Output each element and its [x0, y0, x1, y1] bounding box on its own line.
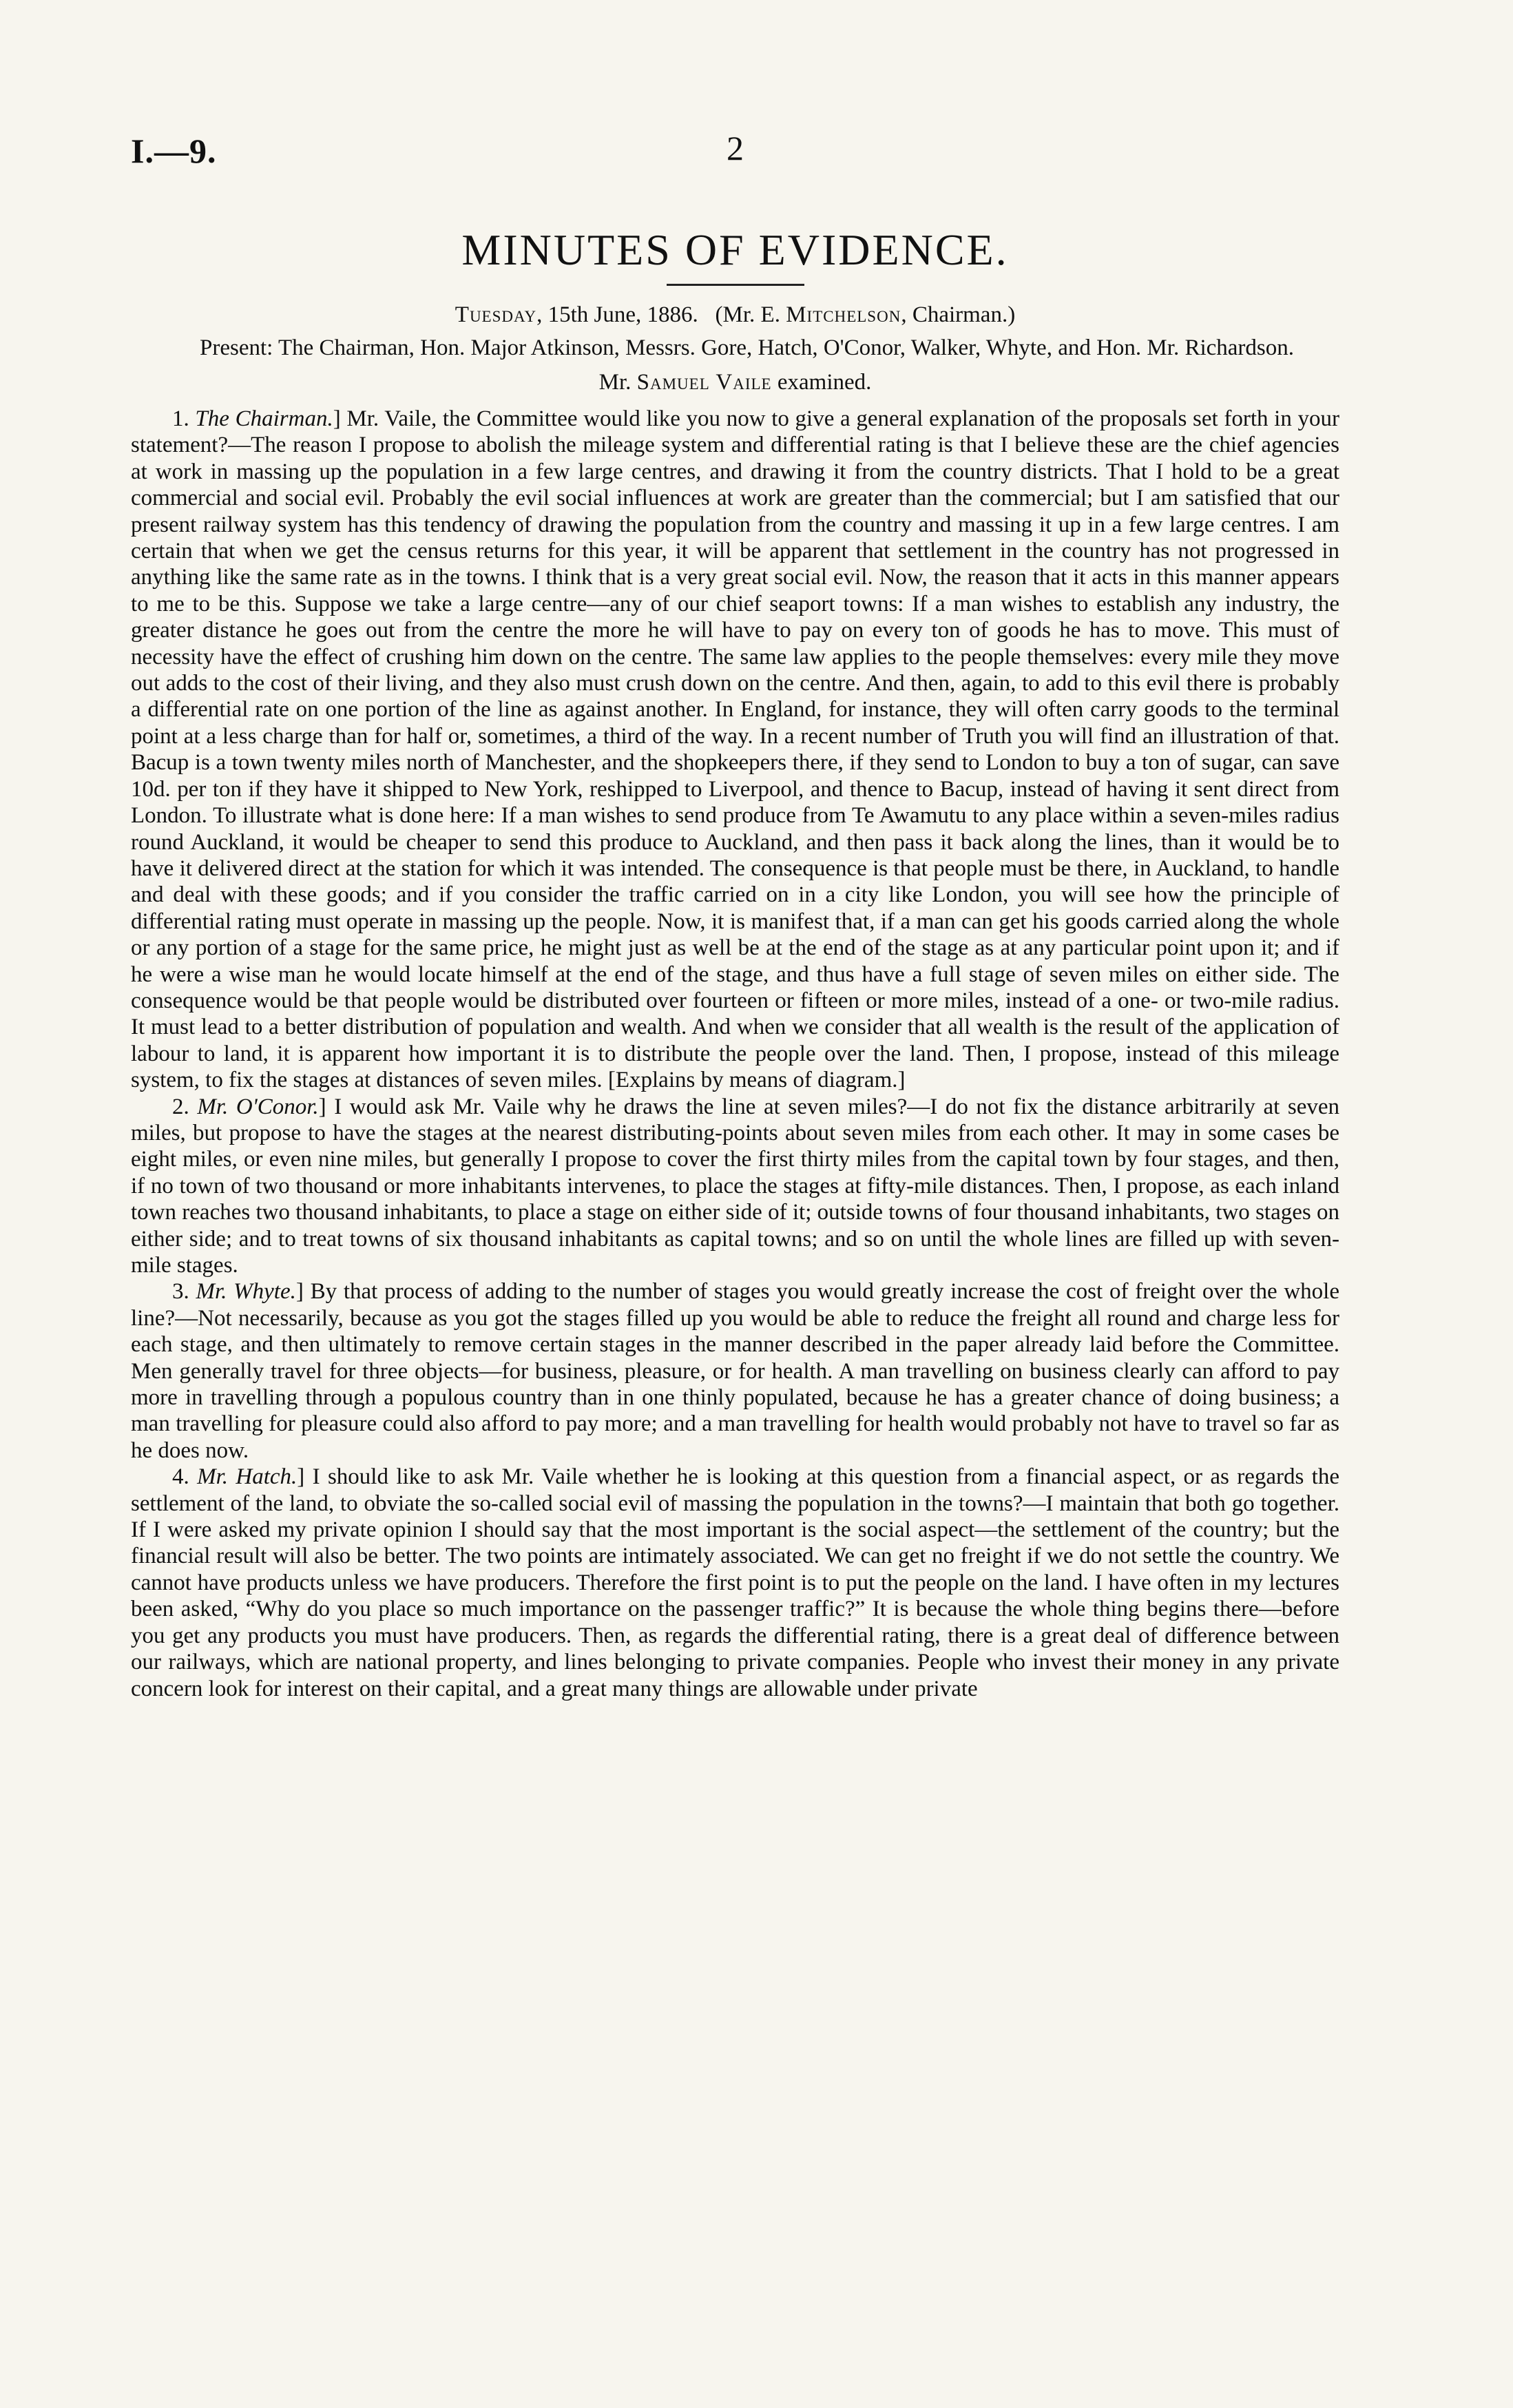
session-date — [131, 301, 1339, 329]
session-day: Tuesday — [455, 302, 537, 327]
question-text: ] By that process of adding to the number of stages you would greatly increase the cost of freight over the whole line?—Not necessarily, because as you got the stages filled up you would be able to reduce the freight all round and charge less for each stage, and then ultimately to remove certain stages in the manner described in the paper already laid before the Committee. Men generally travel for three objects—for business, pleasure, or for health. A man travelling on business clearly can afford to pay more in travelling through a populous country than in one thinly populated, because he has a greater chance of doing business; a man travelling for pleasure could also afford to pay more; and a man travelling for health would probably not have to travel so far as he does now. — [131, 1279, 1339, 1463]
question-text: ] I would ask Mr. Vaile why he draws the line at seven miles?—I do not fix the distance arbitrarily at seven miles, but propose to have the stages at the nearest distributing-points about seven miles from each other. It may in some cases be eight miles, or even nine miles, but generally I propose to cover the first thirty miles from the capital town by four stages, and then, if no town of two thousand or more inhabitants intervenes, to place the stages at fifty-mile distances. Then, I propose, as each inland town reaches two thousand inhabitants, to place a stage on either side of it; outside towns of four thousand inhabitants, two stages on either side; and to treat towns of six thousand inhabitants as capital towns; and so on until the whole lines are filled up with seven-mile stages. — [131, 1094, 1339, 1278]
question-text: ] Mr. Vaile, the Committee would like you now to give a general explanation of the proposals set forth in your statement?—The reason I propose to abolish the mileage system and differential rating is that I believe these are the chief agencies at work in massing up the population in a few large centres, and drawing it from the country districts. That I hold to be a great commercial and social evil. Probably the evil social influences at work are greater than the commercial; but I am satisfied that our present railway system has this tendency of drawing the population from the country and massing it up in a few large centres. I am certain that when we get the census returns for this year, it will be apparent that settlement in the country has not progressed in anything like the same rate as in the towns. I think that is a very great social evil. Now, the reason that it acts in this manner appears to me to be this. Suppose we take a large centre—any of our chief seaport towns: If a man wishes to establish any industry, the greater distance he goes out from the centre the more he will have to pay on every ton of goods he has to move. This must of necessity have the effect of crushing him down on the centre. The same law applies to the people themselves: every mile they move out adds to the cost of their living, and they also must crush down on the centre. And then, again, to add to this evil there is probably a differential rate on one portion of the line as against another. In England, for instance, they will often carry goods to the terminal point at a less charge than for half or, sometimes, a third of the way. In a recent number of Truth you will find an illustration of that. Bacup is a town twenty miles north of Manchester, and the shopkeepers there, if they send to London to buy a ton of sugar, can save 10d. per ton if they have it shipped to New York, reshipped to Liverpool, and thence to Bacup, instead of having it sent direct from London. To illustrate what is done here: If a man wishes to send produce from Te Awamutu to any place within a seven-miles radius round Auckland, it would be cheaper to send this produce to Auckland, and then pass it back along the lines, than it would be to have it delivered direct at the station for which it was intended. The consequence is that people must be there, in Auckland, to handle and deal with these goods; and if you consider the traffic carried on in a city like London, you will see how the principle of differential rating must operate in massing up the people. Now, it is manifest that, if a man can get his goods carried along the whole or any portion of a stage for the same price, he might just as well be at the end of the stage as at any particular point upon it; and if he were a wise man he would locate himself at the end of the stage, and thus have a full stage of seven miles on either side. The consequence would be that people would be distributed over fourteen or fifteen or more miles, instead of a one- or two-mile radius. It must lead to a better distribution of population and wealth. And when we consider that all wealth is the result of the application of labour to land, it is apparent how important it is to distribute the people over the land. Then, I propose, instead of this mileage system, to fix the stages at distances of seven miles. [Explains by means of diagram.] — [131, 406, 1340, 1093]
witness-prefix: Mr. — [598, 370, 637, 395]
question-number: 4. — [172, 1464, 198, 1490]
session-date-text: , 15th June, 1886. — [536, 302, 698, 327]
question-speaker: Mr. Whyte. — [196, 1279, 296, 1305]
document-page — [131, 124, 1339, 1702]
question-speaker: Mr. O'Conor. — [197, 1094, 319, 1119]
witness-suffix: examined. — [771, 370, 872, 395]
chair-name: Mitchelson — [786, 302, 901, 327]
question-speaker: The Chairman. — [195, 406, 333, 431]
question-number: 2. — [172, 1094, 198, 1119]
page-header — [131, 124, 1339, 186]
page-number: 2 — [727, 129, 744, 167]
question-paragraph — [131, 1278, 1339, 1464]
question-text: ] I should like to ask Mr. Vaile whether he is looking at this question from a financial aspect, or as regards the settlement of the land, to obviate the so-called social evil of massing the population in the towns?—I maintain that both go together. If I were asked my private opinion I should say that the most important is the social aspect—the settlement of the country; but the financial result will also be better. The two points are intimately associated. We can get no freight if we do not settle the country. We cannot have products unless we have producers. Therefore the first point is to put the people on the land. I have often in my lectures been asked, “Why do you place so much importance on the passenger traffic?” It is because the whole thing begins there—before you get any products you must have producers. Then, as regards the differential rating, there is a great deal of difference between our railways, which are national property, and lines belonging to private companies. People who invest their money in any private concern look for interest on their capital, and a great many things are allowable under private — [131, 1464, 1339, 1701]
question-speaker: Mr. Hatch. — [197, 1464, 298, 1490]
chair-open: (Mr. E. — [715, 302, 786, 327]
question-number: 3. — [172, 1279, 196, 1305]
question-paragraph — [131, 1464, 1339, 1702]
page-title: MINUTES OF EVIDENCE. — [461, 225, 1009, 274]
document-reference: I.—9. — [131, 132, 217, 170]
question-number: 1. — [172, 406, 196, 431]
chair-close: , Chairman.) — [901, 302, 1016, 327]
witness-line — [131, 369, 1339, 396]
title-rule — [667, 284, 804, 286]
question-paragraph — [131, 406, 1339, 1094]
question-paragraph — [131, 1094, 1339, 1279]
witness-name: Samuel Vaile — [636, 370, 772, 395]
present-list: Present: The Chairman, Hon. Major Atkinson, Messrs. Gore, Hatch, O'Conor, Walker, Whyte, and Hon. Mr. Richardson. — [200, 335, 1294, 360]
